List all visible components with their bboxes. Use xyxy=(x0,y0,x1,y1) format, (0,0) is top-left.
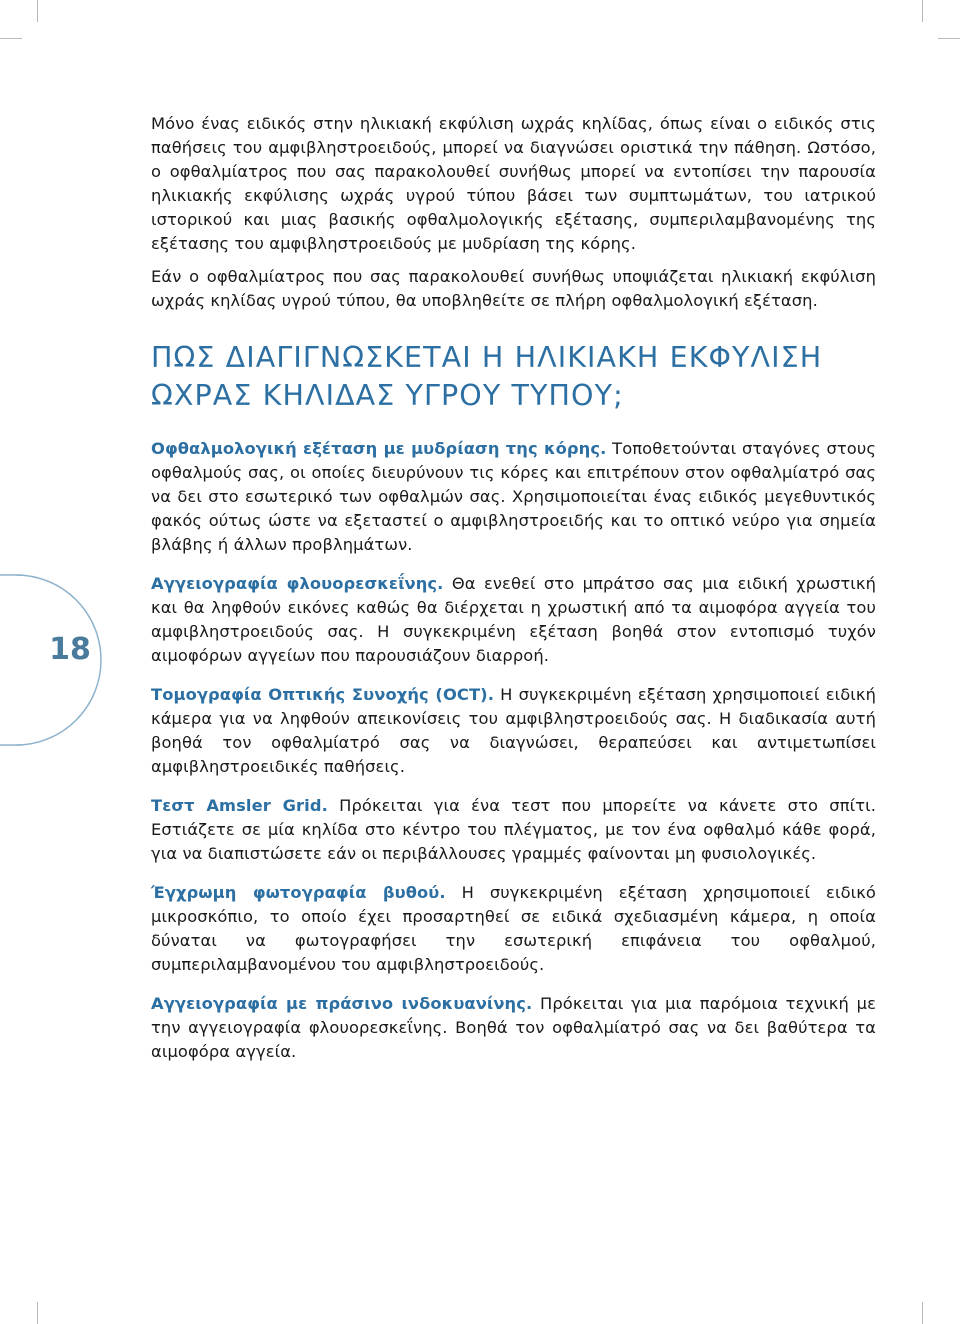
exam-term: Τομογραφία Οπτικής Συνοχής (OCT). xyxy=(151,685,494,704)
exam-description: Η συγκεκριμένη εξέταση χρησιμοποιεί ειδική κάμερα για να ληφθούν απεικονίσεις του αμφιβληστροειδούς σας. Η διαδικασία αυτή βοηθά τον οφθαλμίατρό σας να διαγνώσει, θεραπεύσει και αντιμετωπίσει αμφιβληστροειδικές παθήσεις. xyxy=(151,685,876,776)
exam-term: Οφθαλμολογική εξέταση με μυδρίαση της κόρης. xyxy=(151,439,607,458)
exam-description: Η συγκεκριμένη εξέταση χρησιμοποιεί ειδικό μικροσκόπιο, το οποίο έχει προσαρτηθεί σε ειδικά σχεδιασμένη κάμερα, η οποία δύναται να φωτογραφήσει την εσωτερική επιφάνεια του οφθαλμού, συμπεριλαμβανομένου του αμφιβληστροειδούς. xyxy=(151,883,876,974)
exam-item-dilated-eye-exam xyxy=(151,437,876,557)
crop-mark-bottom-right-vertical xyxy=(922,1302,923,1324)
exam-item-oct xyxy=(151,683,876,779)
page-number-badge xyxy=(0,570,130,750)
exam-item-amsler-grid xyxy=(151,794,876,866)
page-content xyxy=(151,112,876,1079)
section-heading xyxy=(151,339,876,415)
crop-mark-top-right-horizontal xyxy=(938,38,960,39)
crop-mark-bottom-left-vertical xyxy=(37,1302,38,1324)
page-number: 18 xyxy=(49,632,91,667)
crop-mark-top-left-horizontal xyxy=(0,38,22,39)
exam-item-fluorescein-angiography xyxy=(151,572,876,668)
intro-paragraph-2: Εάν ο οφθαλμίατρος που σας παρακολουθεί συνήθως υποψιάζεται ηλικιακή εκφύλιση ωχράς κηλίδας υγρού τύπου, θα υποβληθείτε σε πλήρη οφθαλμολογική εξέταση. xyxy=(151,267,876,310)
crop-mark-top-left-vertical xyxy=(37,0,38,22)
exam-item-fundus-photography xyxy=(151,881,876,977)
crop-mark-top-right-vertical xyxy=(922,0,923,22)
exam-term: Αγγειογραφία φλουορεσκεΐνης. xyxy=(151,574,444,593)
exam-description: Θα ενεθεί στο μπράτσο σας μια ειδική χρωστική και θα ληφθούν εικόνες καθώς θα διέρχεται η χρωστική από τα αιμοφόρα αγγεία του αμφιβληστροειδούς σας. Η συγκεκριμένη εξέταση βοηθά στον εντοπισμό τυχόν αιμοφόρων αγγείων που παρουσιάζουν διαρροή. xyxy=(151,574,876,665)
section-heading-line-2: ΩΧΡΑΣ ΚΗΛΙΔΑΣ ΥΓΡΟΥ ΤΥΠΟΥ; xyxy=(151,379,624,412)
exam-description: Πρόκειται για μια παρόμοια τεχνική με την αγγειογραφία φλουορεσκεΐνης. Βοηθά τον οφθαλμίατρό σας να δει βαθύτερα τα αιμοφόρα αγγεία. xyxy=(151,994,876,1061)
exam-term: Έγχρωμη φωτογραφία βυθού. xyxy=(151,883,446,902)
exam-description: Τοποθετούνται σταγόνες στους οφθαλμούς σας, οι οποίες διευρύνουν τις κόρες και επιτρέπουν στον οφθαλμίατρό σας να δει στο εσωτερικό των οφθαλμών σας. Χρησιμοποιείται ένας ειδικός μεγεθυντικός φακός ούτως ώστε να εξεταστεί ο αμφιβληστροειδής και το οπτικό νεύρο για σημεία βλάβης ή άλλων προβλημάτων. xyxy=(151,439,877,554)
exam-description: Πρόκειται για ένα τεστ που μπορείτε να κάνετε στο σπίτι. Εστιάζετε σε μία κηλίδα στο κέντρο του πλέγματος, με τον ένα οφθαλμό κάθε φορά, για να διαπιστώσετε εάν οι περιβάλλουσες γραμμές φαίνονται μη φυσιολογικές. xyxy=(151,796,876,863)
exam-item-icg-angiography xyxy=(151,992,876,1064)
intro-paragraph-1: Μόνο ένας ειδικός στην ηλικιακή εκφύλιση ωχράς κηλίδας, όπως είναι ο ειδικός στις παθήσεις του αμφιβληστροειδούς, μπορεί να διαγνώσει οριστικά την πάθηση. Ωστόσο, ο οφθαλμίατρος που σας παρακολουθεί συνήθως μπορεί να εντοπίσει την παρουσία ηλικιακής εκφύλισης ωχράς υγρού τύπου βάσει των συμπτωμάτων, του ιατρικού ιστορικού και μιας βασικής οφθαλμολογικής εξέτασης, συμπεριλαμβανομένης της εξέτασης του αμφιβληστροειδούς με μυδρίαση της κόρης. xyxy=(151,114,876,253)
exam-term: Τεστ Amsler Grid. xyxy=(151,796,328,815)
section-heading-line-1: ΠΩΣ ΔΙΑΓΙΓΝΩΣΚΕΤΑΙ Η ΗΛΙΚΙΑΚΗ ΕΚΦΥΛΙΣΗ xyxy=(151,341,823,374)
exam-term: Αγγειογραφία με πράσινο ινδοκυανίνης. xyxy=(151,994,533,1013)
